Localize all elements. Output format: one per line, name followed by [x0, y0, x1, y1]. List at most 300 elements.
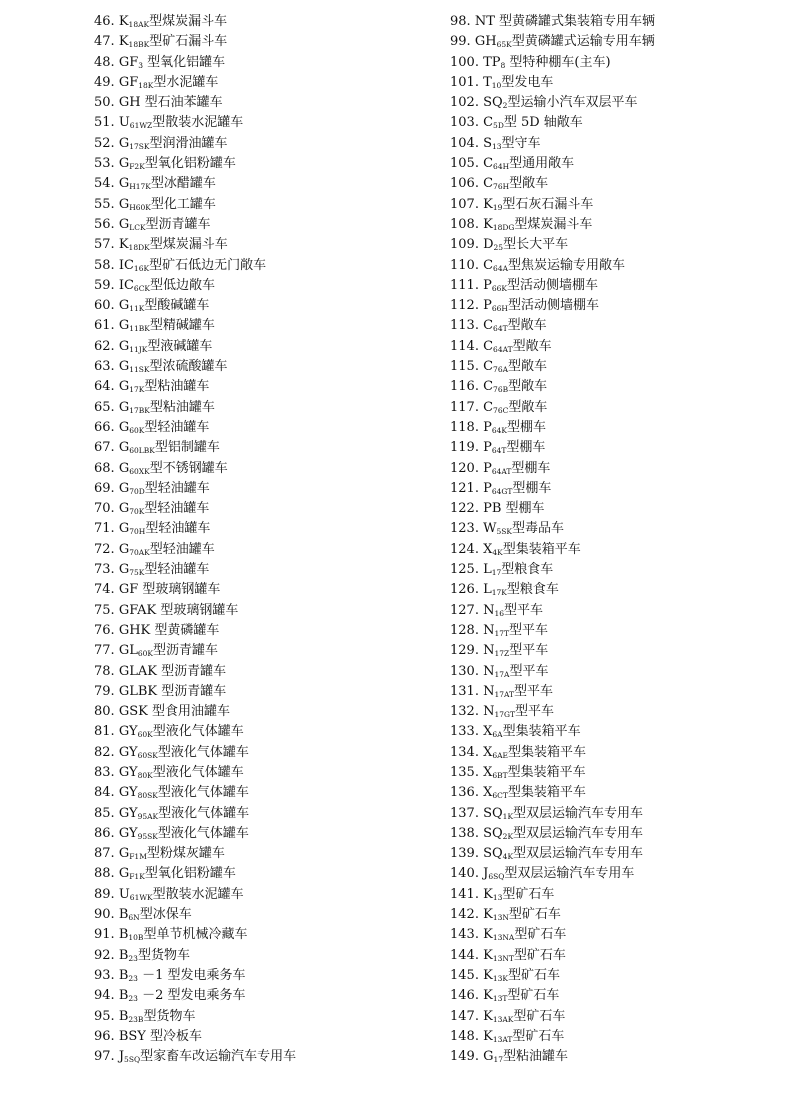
model-text: 型棚车 [511, 460, 551, 476]
model-subscript: 13K [492, 973, 508, 983]
model-subscript: 64A [493, 263, 509, 273]
list-item [450, 316, 795, 336]
model-text: 型粘油罐车 [149, 399, 215, 415]
item-number: 54. [94, 176, 115, 192]
item-number: 135. [450, 764, 479, 780]
list-item [450, 32, 795, 52]
model-text: 型浓硫酸罐车 [149, 359, 228, 375]
model-text: 型粘油罐车 [144, 379, 210, 395]
item-number: 82. [94, 744, 115, 760]
model-text: 型平车 [515, 704, 555, 720]
model-text: G [118, 135, 130, 151]
model-text: GY [118, 724, 138, 740]
item-number: 98. [450, 14, 471, 29]
model-text: G [118, 399, 130, 415]
model-text: GY [118, 744, 138, 760]
list-item [450, 783, 795, 803]
item-number: 76. [94, 622, 115, 638]
item-number: 107. [450, 196, 479, 212]
model-subscript: 64H [493, 162, 510, 172]
item-number: 69. [94, 480, 115, 496]
model-subscript: 5SQ [124, 1055, 141, 1065]
model-text: GY [118, 825, 138, 841]
list-item [94, 844, 434, 864]
model-subscript: 13T [492, 994, 508, 1004]
list-item [94, 398, 434, 418]
model-text: 型双层运输汽车专用车 [513, 846, 644, 862]
item-number: 106. [450, 176, 479, 192]
model-text: 型精碱罐车 [149, 318, 215, 334]
model-text: K [483, 1028, 493, 1044]
model-text: 型氧化铝罐车 [143, 54, 226, 70]
list-item [94, 174, 434, 194]
model-text: IC [118, 257, 134, 273]
list-item [450, 1027, 795, 1047]
model-text: 型活动侧墙棚车 [507, 298, 599, 314]
item-number: 49. [94, 74, 115, 90]
list-item [94, 93, 434, 113]
model-text: 型平车 [514, 683, 554, 699]
model-text: 型煤炭漏斗车 [149, 237, 228, 253]
model-text: 型发电车 [501, 74, 554, 90]
list-item [450, 1047, 795, 1067]
list-item [94, 235, 434, 255]
model-text: G [118, 562, 130, 578]
model-text: 型平车 [509, 663, 549, 679]
list-item [450, 459, 795, 479]
model-text: GF 型玻璃钢罐车 [118, 582, 221, 598]
item-number: 84. [94, 785, 115, 801]
model-subscript: H60K [129, 202, 151, 212]
model-text: 型敞车 [512, 338, 552, 354]
list-item [94, 601, 434, 621]
list-item [94, 946, 434, 966]
item-number: 52. [94, 135, 115, 151]
model-subscript: 17BK [129, 405, 150, 415]
list-item [94, 215, 434, 235]
item-number: 130. [450, 663, 479, 679]
item-number: 46. [94, 14, 115, 29]
model-subscript: 64K [491, 425, 507, 435]
model-text: 型集装箱平车 [507, 764, 586, 780]
model-subscript: 10B [128, 933, 144, 943]
model-subscript: 60K [137, 649, 154, 659]
model-text: K [483, 988, 493, 1004]
item-number: 147. [450, 1008, 479, 1024]
list-item [94, 641, 434, 661]
model-subscript: 6N [128, 913, 140, 923]
item-number: 86. [94, 825, 115, 841]
model-text: 型矿石车 [507, 967, 560, 983]
list-item [94, 377, 434, 397]
list-item [450, 621, 795, 641]
model-text: N [483, 602, 495, 618]
model-text: 型矿石低边无门敞车 [149, 257, 267, 273]
model-subscript: 60K [137, 730, 153, 740]
item-number: 119. [450, 440, 479, 456]
model-subscript: 23 [128, 953, 138, 963]
model-subscript: 11BK [129, 324, 150, 334]
model-text: 型特种棚车(主车) [505, 54, 611, 70]
model-subscript: 17A [494, 669, 510, 679]
model-text: 型化工罐车 [150, 196, 216, 212]
model-text: 型冰保车 [139, 907, 192, 923]
model-text: G [118, 480, 130, 496]
model-subscript: 17K [491, 588, 507, 598]
item-number: 114. [450, 338, 479, 354]
item-number: 127. [450, 602, 479, 618]
model-text: 型矿石车 [514, 927, 567, 943]
model-text: X [483, 744, 493, 760]
model-text: K [483, 907, 493, 923]
model-subscript: 16K [133, 263, 150, 273]
list-item [450, 966, 795, 986]
model-text: C [483, 379, 494, 395]
list-item [450, 702, 795, 722]
list-item [450, 824, 795, 844]
list-item [450, 398, 795, 418]
item-number: 59. [94, 277, 115, 293]
item-number: 100. [450, 54, 479, 70]
item-number: 126. [450, 582, 479, 598]
model-text: C [483, 156, 494, 172]
model-subscript: 6SQ [488, 872, 505, 882]
list-item [94, 580, 434, 600]
item-number: 87. [94, 846, 115, 862]
model-text: B [118, 988, 129, 1004]
model-text: X [483, 785, 493, 801]
item-number: 88. [94, 866, 115, 882]
list-item [450, 1007, 795, 1027]
model-text: GY [118, 785, 138, 801]
item-number: 132. [450, 704, 479, 720]
item-number: 116. [450, 379, 479, 395]
item-number: 143. [450, 927, 479, 943]
item-number: 122. [450, 501, 479, 517]
model-text: C [483, 359, 494, 375]
item-number: 95. [94, 1008, 115, 1024]
item-number: 56. [94, 216, 115, 232]
list-item [450, 986, 795, 1006]
list-item [450, 93, 795, 113]
model-text: 型活动侧墙棚车 [507, 277, 599, 293]
model-text: K [483, 967, 493, 983]
item-number: 128. [450, 622, 479, 638]
model-text: 型集装箱平车 [508, 744, 587, 760]
model-subscript: 80K [137, 770, 153, 780]
model-text: 型铝制罐车 [154, 440, 220, 456]
model-text: TP [483, 54, 501, 70]
list-item [94, 986, 434, 1006]
model-text: G [118, 338, 130, 354]
model-text: 型运输小汽车双层平车 [507, 95, 638, 111]
list-item [94, 499, 434, 519]
model-subscript: 17GT [494, 710, 516, 720]
model-text: 型毒品车 [511, 521, 564, 537]
item-number: 85. [94, 805, 115, 821]
model-text: 型通用敞车 [509, 156, 575, 172]
model-subscript: 23 [128, 994, 138, 1004]
model-text: －1 型发电乘务车 [137, 967, 246, 983]
model-subscript: 18AK [128, 20, 150, 29]
item-number: 61. [94, 318, 115, 334]
item-number: 115. [450, 359, 479, 375]
model-subscript: 4K [502, 852, 514, 862]
model-text: P [483, 460, 492, 476]
model-text: 型矿石车 [507, 988, 560, 1004]
list-item [450, 580, 795, 600]
list-item [94, 1047, 434, 1067]
model-subscript: 17 [493, 1055, 504, 1065]
model-text: L [483, 582, 492, 598]
model-text: N [483, 663, 495, 679]
model-text: 型矿石漏斗车 [149, 34, 228, 50]
model-text: 型液化气体罐车 [157, 744, 249, 760]
item-number: 78. [94, 663, 115, 679]
model-subscript: 70K [129, 507, 145, 517]
model-text: 型矿石车 [513, 1008, 566, 1024]
list-item [450, 296, 795, 316]
list-item [450, 722, 795, 742]
list-item [450, 946, 795, 966]
item-number: 64. [94, 379, 115, 395]
model-text: 型液化气体罐车 [152, 724, 244, 740]
item-number: 91. [94, 927, 115, 943]
model-text: K [483, 216, 493, 232]
model-text: GF [118, 74, 139, 90]
item-number: 103. [450, 115, 479, 131]
list-item [94, 438, 434, 458]
item-number: 110. [450, 257, 479, 273]
model-text: 型粘油罐车 [503, 1049, 569, 1065]
list-item [94, 113, 434, 133]
model-text: BSY 型冷板车 [118, 1028, 203, 1044]
model-subscript: 70H [129, 527, 146, 537]
model-subscript: 10 [491, 80, 502, 90]
list-item [94, 722, 434, 742]
model-text: G [118, 318, 130, 334]
model-text: 型矿石车 [508, 907, 561, 923]
item-number: 94. [94, 988, 115, 1004]
item-number: 136. [450, 785, 479, 801]
list-item [450, 337, 795, 357]
list-item [94, 682, 434, 702]
model-text: G [118, 216, 130, 232]
model-text: 型轻油罐车 [145, 521, 211, 537]
model-text: P [483, 440, 492, 456]
model-text: SQ [483, 95, 503, 111]
model-text: GY [118, 805, 138, 821]
model-text: 型液碱罐车 [147, 338, 213, 354]
item-number: 99. [450, 34, 471, 50]
model-text: 型棚车 [507, 419, 547, 435]
model-text: L [483, 562, 492, 578]
model-subscript: 23B [128, 1014, 144, 1024]
list-item [94, 1027, 434, 1047]
model-subscript: F1M [129, 852, 147, 862]
model-subscript: 66H [491, 304, 508, 314]
item-number: 134. [450, 744, 479, 760]
list-item [450, 235, 795, 255]
list-item [94, 32, 434, 52]
list-item [94, 296, 434, 316]
model-text: 型矿石车 [512, 1028, 565, 1044]
model-text: 型棚车 [512, 480, 552, 496]
model-text: G [118, 419, 130, 435]
model-text: PB 型棚车 [483, 501, 545, 517]
list-item [450, 113, 795, 133]
item-number: 111. [450, 277, 479, 293]
model-subscript: H17K [129, 182, 151, 192]
list-item [450, 195, 795, 215]
model-text: 型单节机械冷藏车 [143, 927, 248, 943]
list-item [450, 418, 795, 438]
list-item [450, 905, 795, 925]
list-item [450, 438, 795, 458]
model-subscript: 11K [129, 304, 145, 314]
model-subscript: 76C [493, 405, 509, 415]
model-text: 型平车 [509, 622, 549, 638]
model-subscript: 70AK [129, 547, 150, 557]
model-text: 型散装水泥罐车 [152, 115, 244, 131]
model-text: N [483, 683, 495, 699]
model-text: K [118, 237, 129, 253]
list-item [450, 479, 795, 499]
model-text: 型散装水泥罐车 [152, 886, 244, 902]
list-item [450, 885, 795, 905]
list-item [450, 357, 795, 377]
model-text: N [483, 622, 495, 638]
list-item [450, 215, 795, 235]
model-text: 型敞车 [507, 318, 547, 334]
list-item [94, 885, 434, 905]
model-text: J [118, 1049, 125, 1065]
model-subscript: 2K [502, 831, 514, 841]
model-text: C [483, 399, 494, 415]
list-item [94, 560, 434, 580]
left-column [94, 12, 434, 1067]
list-item [450, 560, 795, 580]
model-subscript: 76A [493, 365, 509, 375]
model-text: G [118, 379, 130, 395]
model-text: U [118, 115, 130, 131]
item-number: 145. [450, 967, 479, 983]
model-text: 型守车 [501, 135, 541, 151]
model-text: 型液化气体罐车 [158, 805, 250, 821]
list-item [450, 763, 795, 783]
right-column [450, 12, 795, 1067]
model-text: 型沥青罐车 [145, 216, 211, 232]
model-text: GLAK 型沥青罐车 [118, 663, 227, 679]
model-text: T [483, 74, 492, 90]
item-number: 48. [94, 54, 115, 70]
item-number: 117. [450, 399, 479, 415]
item-number: 50. [94, 95, 115, 111]
model-text: 型氧化铝粉罐车 [144, 866, 236, 882]
model-text: 型集装箱平车 [502, 724, 581, 740]
item-number: 51. [94, 115, 115, 131]
model-subscript: 11JK [129, 344, 148, 354]
model-text: 型轻油罐车 [149, 541, 215, 557]
list-item [94, 154, 434, 174]
model-text: SQ [483, 825, 503, 841]
model-text: GY [118, 764, 138, 780]
model-text: N [483, 704, 495, 720]
model-subscript: 95SK [137, 831, 158, 841]
model-text: K [118, 34, 129, 50]
model-text: SQ [483, 846, 503, 862]
item-number: 108. [450, 216, 479, 232]
list-item [450, 601, 795, 621]
model-text: 型棚车 [506, 440, 546, 456]
model-text: －2 型发电乘务车 [137, 988, 246, 1004]
model-text: J [483, 866, 489, 882]
list-item [450, 53, 795, 73]
model-text: 型粉煤灰罐车 [146, 846, 225, 862]
model-subscript: 60XK [129, 466, 150, 476]
item-number: 65. [94, 399, 115, 415]
model-text: 型敞车 [509, 176, 549, 192]
item-number: 144. [450, 947, 479, 963]
model-text: 型黄磷罐式运输专用车辆 [511, 34, 655, 50]
item-number: 66. [94, 419, 115, 435]
model-subscript: 25 [493, 243, 504, 253]
model-text: D [483, 237, 494, 253]
model-text: G [118, 440, 130, 456]
model-text: NT 型黄磷罐式集装箱专用车辆 [474, 14, 656, 29]
model-text: K [483, 927, 493, 943]
item-number: 109. [450, 237, 479, 253]
list-item [450, 743, 795, 763]
item-number: 101. [450, 74, 479, 90]
item-number: 149. [450, 1049, 479, 1065]
model-subscript: 2 [502, 101, 508, 111]
list-item [94, 783, 434, 803]
model-text: B [118, 927, 129, 943]
model-text: GH 型石油苯罐车 [118, 95, 223, 111]
model-subscript: 18K [138, 80, 154, 90]
model-text: G [118, 298, 130, 314]
list-item [450, 662, 795, 682]
model-subscript: 13NA [492, 933, 515, 943]
model-text: 型不锈钢罐车 [149, 460, 228, 476]
item-number: 72. [94, 541, 115, 557]
model-text: 型焦炭运输专用敞车 [508, 257, 626, 273]
model-text: IC [118, 277, 134, 293]
item-number: 70. [94, 501, 115, 517]
model-text: K [483, 196, 493, 212]
model-subscript: 6A [492, 730, 503, 740]
list-item [94, 256, 434, 276]
list-item [94, 702, 434, 722]
model-subscript: LCK [129, 222, 146, 232]
model-text: GF [118, 54, 139, 70]
item-number: 118. [450, 419, 479, 435]
model-text: G [118, 460, 130, 476]
model-subscript: 80SK [137, 791, 158, 801]
model-text: B [118, 907, 129, 923]
model-subscript: 17 [491, 568, 502, 578]
model-text: 型酸碱罐车 [144, 298, 210, 314]
list-item [450, 499, 795, 519]
model-text: G [118, 501, 130, 517]
model-text: 型长大平车 [503, 237, 569, 253]
model-text: W [483, 521, 497, 537]
model-text: 型轻油罐车 [144, 419, 210, 435]
item-number: 131. [450, 683, 479, 699]
model-text: 型沥青罐车 [153, 643, 219, 659]
list-item [450, 174, 795, 194]
